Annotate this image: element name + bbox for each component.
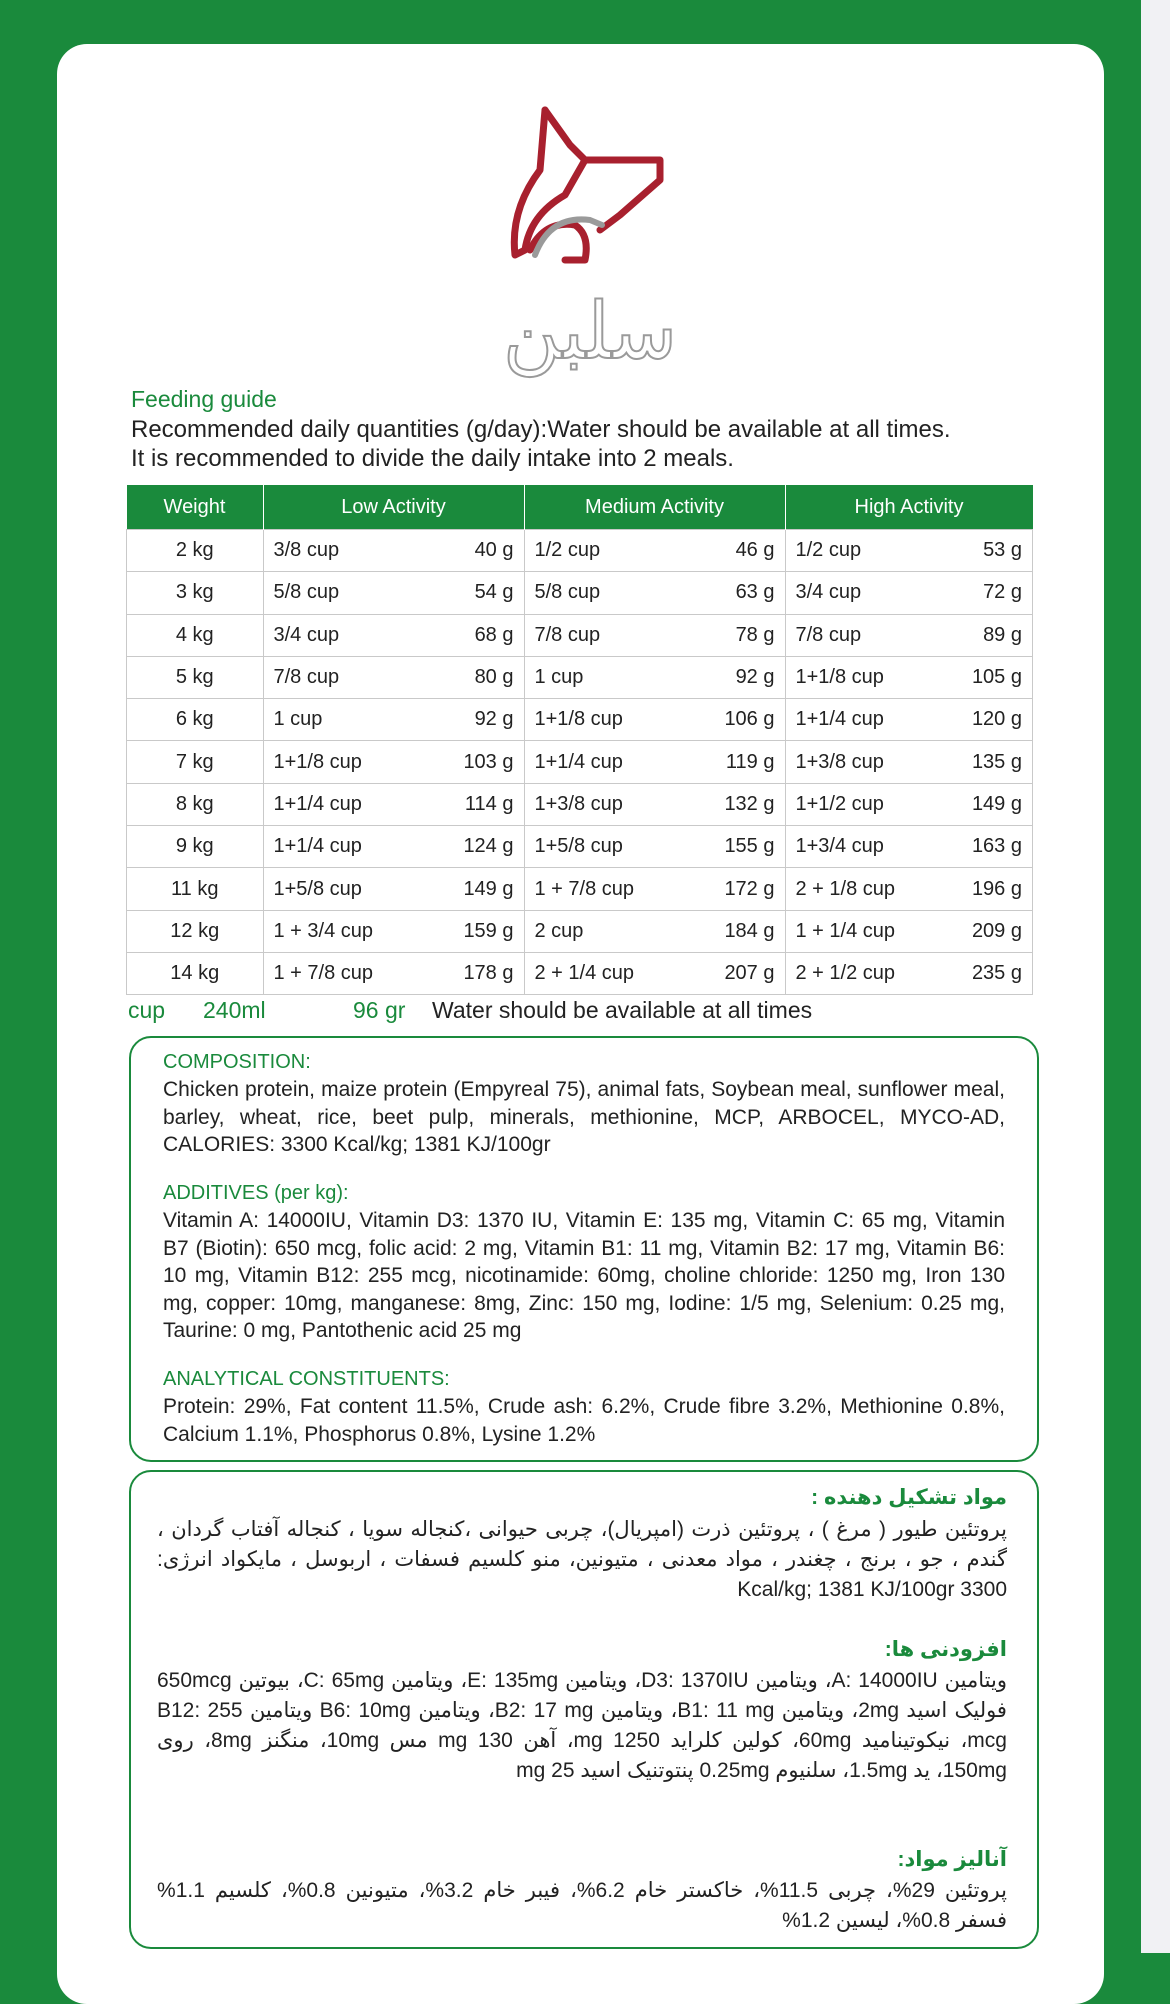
high-cup-amount: 1/2 cup <box>795 539 862 562</box>
table-row <box>127 656 1033 698</box>
low-gram-amount: 80 g <box>474 666 514 689</box>
medium-activity-cell <box>524 826 785 868</box>
weight-cell: 5 kg <box>127 656 264 698</box>
table-row <box>127 910 1033 952</box>
high-activity-cell <box>785 910 1033 952</box>
low-cup-amount: 1+1/4 cup <box>273 835 362 858</box>
weight-cell: 6 kg <box>127 699 264 741</box>
table-row <box>127 741 1033 783</box>
high-cup-amount: 1+1/8 cup <box>795 666 884 689</box>
cup-ml: 240ml <box>203 997 266 1023</box>
high-cup-amount: 2 + 1/2 cup <box>795 962 896 985</box>
low-gram-amount: 103 g <box>463 750 514 773</box>
table-row <box>127 699 1033 741</box>
weight-cell: 9 kg <box>127 826 264 868</box>
high-gram-amount: 196 g <box>971 877 1022 900</box>
low-cup-amount: 5/8 cup <box>273 581 340 604</box>
high-activity-cell <box>785 699 1033 741</box>
medium-gram-amount: 207 g <box>724 962 775 985</box>
low-gram-amount: 178 g <box>463 962 514 985</box>
medium-activity-cell <box>524 614 785 656</box>
additives-title: ADDITIVES (per kg): <box>163 1182 349 1204</box>
medium-activity-cell <box>524 699 785 741</box>
low-activity-cell <box>263 783 524 825</box>
low-cup-amount: 3/8 cup <box>273 539 340 562</box>
high-cup-amount: 1+1/2 cup <box>795 792 884 815</box>
water-note: Water should be available at all times <box>432 997 813 1023</box>
weight-cell: 12 kg <box>127 910 264 952</box>
side-strip <box>1141 0 1170 1953</box>
high-gram-amount: 89 g <box>983 623 1022 646</box>
low-activity-cell <box>263 572 524 614</box>
low-cup-amount: 1+1/8 cup <box>273 750 362 773</box>
medium-gram-amount: 92 g <box>735 666 775 689</box>
high-cup-amount: 1+1/4 cup <box>795 708 884 731</box>
low-cup-amount: 1+5/8 cup <box>273 877 362 900</box>
high-activity-cell <box>785 572 1033 614</box>
table-row <box>127 952 1033 994</box>
medium-cup-amount: 1 + 7/8 cup <box>534 877 635 900</box>
high-gram-amount: 163 g <box>971 835 1022 858</box>
header-medium: Medium Activity <box>524 485 785 530</box>
header-low: Low Activity <box>263 485 524 530</box>
fa-analytical-title: آنالیز مواد: <box>897 1848 1007 1871</box>
brand-name: سلبن <box>502 287 678 377</box>
medium-cup-amount: 1+1/8 cup <box>534 708 623 731</box>
intro-line-2: It is recommended to divide the daily intake into 2 meals. <box>131 445 734 472</box>
medium-gram-amount: 155 g <box>724 835 775 858</box>
weight-cell: 3 kg <box>127 572 264 614</box>
high-cup-amount: 1+3/8 cup <box>795 750 884 773</box>
fa-additives-text: ویتامین A: 14000IU، ویتامین D3: 1370IU، ویتامین E: 135mg، ویتامین C: 65mg، بیوتین 650mcg فولیک اسید 2mg، ویتامین B1: 11 mg، ویتامین B2: 17 mg، ویتامین B6: 10mg ویتامین B12: 255 mcg، نیکوتینامید 60mg، کولین کلراید 1250 mg، آهن 130 mg مس 10mg، منگنز 8mg، روی 150mg، ید 1.5mg، سلنیوم 0.25mg پنتوتنیک اسید 25 mg <box>157 1669 1007 1782</box>
medium-cup-amount: 7/8 cup <box>534 623 601 646</box>
table-row <box>127 783 1033 825</box>
weight-cell: 7 kg <box>127 741 264 783</box>
medium-activity-cell <box>524 868 785 910</box>
high-cup-amount: 7/8 cup <box>795 623 862 646</box>
fa-composition-title: مواد تشکیل دهنده : <box>811 1486 1007 1509</box>
high-gram-amount: 120 g <box>971 708 1022 731</box>
high-cup-amount: 2 + 1/8 cup <box>795 877 896 900</box>
low-cup-amount: 1+1/4 cup <box>273 792 362 815</box>
medium-cup-amount: 1/2 cup <box>534 539 601 562</box>
low-activity-cell <box>263 656 524 698</box>
high-cup-amount: 3/4 cup <box>795 581 862 604</box>
low-cup-amount: 3/4 cup <box>273 623 340 646</box>
low-gram-amount: 149 g <box>463 877 514 900</box>
high-gram-amount: 105 g <box>971 666 1022 689</box>
medium-gram-amount: 132 g <box>724 792 775 815</box>
medium-gram-amount: 63 g <box>735 581 775 604</box>
table-row <box>127 614 1033 656</box>
medium-activity-cell <box>524 741 785 783</box>
medium-cup-amount: 2 + 1/4 cup <box>534 962 635 985</box>
high-cup-amount: 1+3/4 cup <box>795 835 884 858</box>
fa-additives-title: افزودنی ها: <box>884 1638 1007 1661</box>
table-row <box>127 572 1033 614</box>
analytical-text: Protein: 29%, Fat content 11.5%, Crude ash: 6.2%, Crude fibre 3.2%, Methionine 0.8%, Calcium 1.1%, Phosphorus 0.8%, Lysine 1.2% <box>163 1395 1005 1446</box>
medium-activity-cell <box>524 656 785 698</box>
low-gram-amount: 114 g <box>464 792 514 815</box>
medium-activity-cell <box>524 783 785 825</box>
high-gram-amount: 135 g <box>971 750 1022 773</box>
low-activity-cell <box>263 868 524 910</box>
weight-cell: 2 kg <box>127 530 264 572</box>
table-row <box>127 826 1033 868</box>
high-gram-amount: 209 g <box>971 919 1022 942</box>
header-high: High Activity <box>785 485 1033 530</box>
table-row <box>127 530 1033 572</box>
additives-text: Vitamin A: 14000IU, Vitamin D3: 1370 IU, Vitamin E: 135 mg, Vitamin C: 65 mg, Vitamin B7 (Biotin): 650 mcg, folic acid: 2 mg, Vitamin B1: 11 mg, Vitamin B2: 17 mg, Vitamin B6: 10 mg, Vitamin B12: 255 mcg, nicotinamide: 60mg, choline chloride: 1250 mg, Iron 130 mg, copper: 10mg, manganese: 8mg, Zinc: 150 mg, Iodine: 1/5 mg, Selenium: 0.25 mg, Taurine: 0 mg, Pantothenic acid 25 mg <box>163 1209 1005 1342</box>
composition-title: COMPOSITION: <box>163 1051 311 1073</box>
low-gram-amount: 159 g <box>463 919 514 942</box>
low-cup-amount: 7/8 cup <box>273 666 340 689</box>
medium-cup-amount: 1+3/8 cup <box>534 792 623 815</box>
analytical-title: ANALYTICAL CONSTITUENTS: <box>163 1368 450 1390</box>
high-activity-cell <box>785 741 1033 783</box>
dog-head-icon <box>514 110 660 260</box>
high-gram-amount: 72 g <box>983 581 1022 604</box>
weight-cell: 4 kg <box>127 614 264 656</box>
feeding-table <box>126 485 1033 995</box>
intro-line-1: Recommended daily quantities (g/day):Water should be available at all times. <box>131 416 951 443</box>
feeding-guide-title: Feeding guide <box>131 386 277 412</box>
weight-cell: 14 kg <box>127 952 264 994</box>
low-gram-amount: 40 g <box>474 539 514 562</box>
table-header-row <box>127 485 1033 530</box>
low-gram-amount: 54 g <box>474 581 514 604</box>
high-gram-amount: 53 g <box>983 539 1022 562</box>
medium-activity-cell <box>524 910 785 952</box>
medium-cup-amount: 1 cup <box>534 666 584 689</box>
medium-gram-amount: 119 g <box>725 750 775 773</box>
high-activity-cell <box>785 656 1033 698</box>
high-activity-cell <box>785 614 1033 656</box>
high-activity-cell <box>785 952 1033 994</box>
high-activity-cell <box>785 868 1033 910</box>
brand-logo <box>490 100 690 380</box>
medium-activity-cell <box>524 530 785 572</box>
high-gram-amount: 149 g <box>971 792 1022 815</box>
english-info-box <box>129 1036 1039 1462</box>
medium-gram-amount: 78 g <box>735 623 775 646</box>
cup-gr: 96 gr <box>353 997 406 1023</box>
low-cup-amount: 1 + 7/8 cup <box>273 962 374 985</box>
high-activity-cell <box>785 783 1033 825</box>
low-activity-cell <box>263 826 524 868</box>
medium-gram-amount: 184 g <box>724 919 775 942</box>
weight-cell: 8 kg <box>127 783 264 825</box>
low-activity-cell <box>263 910 524 952</box>
medium-gram-amount: 106 g <box>724 708 775 731</box>
header-weight: Weight <box>127 485 264 530</box>
low-activity-cell <box>263 741 524 783</box>
high-activity-cell <box>785 530 1033 572</box>
low-cup-amount: 1 cup <box>273 708 323 731</box>
medium-cup-amount: 1+1/4 cup <box>534 750 623 773</box>
high-activity-cell <box>785 826 1033 868</box>
low-activity-cell <box>263 699 524 741</box>
medium-gram-amount: 46 g <box>735 539 775 562</box>
low-gram-amount: 68 g <box>474 623 514 646</box>
medium-activity-cell <box>524 572 785 614</box>
medium-cup-amount: 2 cup <box>534 919 584 942</box>
low-activity-cell <box>263 614 524 656</box>
low-cup-amount: 1 + 3/4 cup <box>273 919 374 942</box>
high-gram-amount: 235 g <box>971 962 1022 985</box>
medium-activity-cell <box>524 952 785 994</box>
composition-text: Chicken protein, maize protein (Empyreal 75), animal fats, Soybean meal, sunflower meal, barley, wheat, rice, beet pulp, minerals, methionine, MCP, ARBOCEL, MYCO-AD, CALORIES: 3300 Kcal/kg; 1381 KJ/100gr <box>163 1078 1005 1156</box>
low-gram-amount: 124 g <box>463 835 514 858</box>
persian-info-box <box>129 1470 1039 1949</box>
low-activity-cell <box>263 952 524 994</box>
low-activity-cell <box>263 530 524 572</box>
fa-composition-text: پروتئین طیور ( مرغ ) ، پروتئین ذرت (امپریال)، چربی حیوانی ،کنجاله سویا ، کنجاله آفتاب گردان ، گندم ، جو ، برنج ، چغندر ، مواد معدنی ، متیونین، منو کلسیم فسفات ، اربوسل ، مایکواد انرژی: 3300 Kcal/kg; 1381 KJ/100gr <box>157 1518 1007 1601</box>
medium-cup-amount: 5/8 cup <box>534 581 601 604</box>
medium-cup-amount: 1+5/8 cup <box>534 835 623 858</box>
high-cup-amount: 1 + 1/4 cup <box>795 919 896 942</box>
low-gram-amount: 92 g <box>474 708 514 731</box>
fa-analytical-text: پروتئین 29%، چربی 11.5%، خاکستر خام 6.2%، فیبر خام 3.2%، متیونین 0.8%، کلسیم 1.1% فسفر 0.8%، لیسین 1.2% <box>157 1879 1007 1932</box>
table-row <box>127 868 1033 910</box>
cup-label: cup <box>128 997 166 1023</box>
weight-cell: 11 kg <box>127 868 264 910</box>
medium-gram-amount: 172 g <box>724 877 775 900</box>
